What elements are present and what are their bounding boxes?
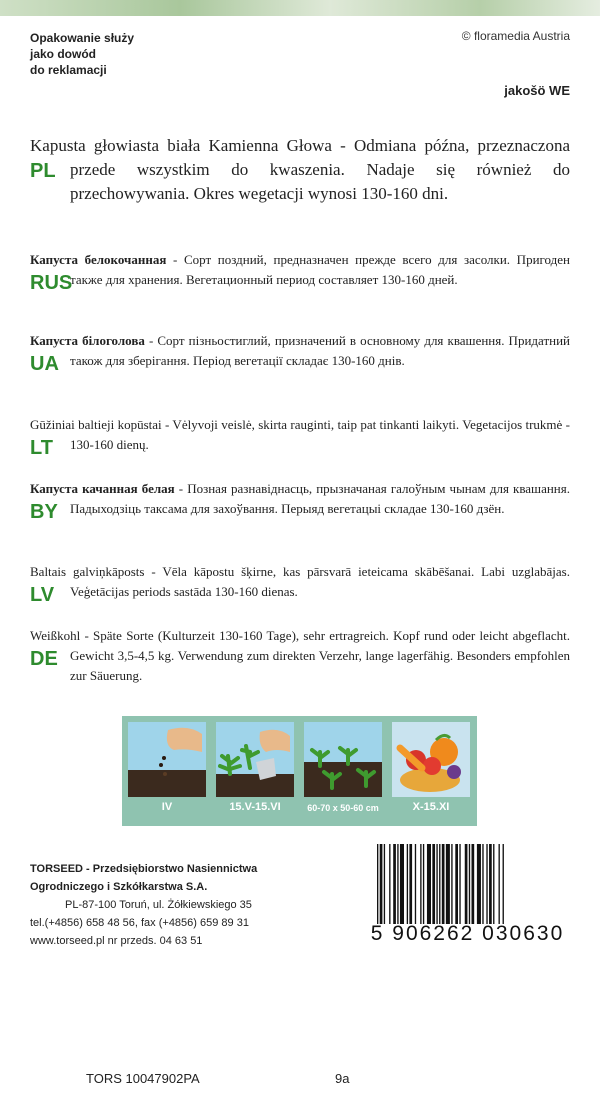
quality-mark: jakošö WE	[504, 83, 570, 98]
complaint-line: Opakowanie służy	[30, 31, 135, 45]
picto-label: 15.V-15.VI	[229, 801, 281, 813]
lang-code-de: DE	[30, 648, 58, 670]
company-address: PL-87-100 Toruń, ul. Żółkiewskiego 35	[65, 899, 252, 911]
lang-code-pl: PL	[30, 160, 56, 182]
cultivation-pictograms	[122, 716, 477, 826]
product-name: Капуста белокочанная	[30, 252, 167, 267]
description-text	[30, 626, 570, 686]
complaint-line: jako dowód	[30, 47, 96, 61]
description-text	[30, 331, 570, 371]
description-body: - Сорт поздний, предназначен прежде всего для засолки. Пригоден также для хранения. Вегетационный период составляет 130-160 дней.	[70, 252, 570, 287]
page-marker: 9a	[335, 1071, 350, 1086]
company-name-cont: Ogrodniczego i Szkółkarstwa S.A.	[30, 881, 208, 893]
product-name: Baltais galviņkāposts	[30, 564, 145, 579]
harvest-vegetables-icon	[392, 722, 470, 797]
barcode-number: 5 906262 030630	[370, 922, 565, 945]
picto-label: IV	[161, 801, 173, 813]
copyright-text: © floramedia Austria	[461, 29, 570, 43]
description-text	[30, 134, 570, 206]
lang-code-rus: RUS	[30, 272, 73, 294]
picto-label: 60-70 x 50-60 cm	[307, 803, 379, 813]
lang-code-ua: UA	[30, 353, 59, 375]
description-body: - Позная разнавіднасць, прызначаная галоўным чынам для квашання. Падыходзіць таксама для захоўвання. Перыяд вегетацыі складае 130-160 дзён.	[70, 481, 570, 516]
company-info	[30, 860, 257, 950]
company-phone: tel.(+4856) 658 48 56, fax (+4856) 659 89 31	[30, 917, 249, 929]
complaint-line: do reklamacji	[30, 63, 107, 77]
description-pl	[30, 134, 570, 206]
description-body: - Odmiana późna, przeznaczona przede wszystkim do kwaszenia. Nadaje się również do przechowywania. Okres wegetacji wynosi 130-160 dni.	[70, 136, 570, 203]
header-photo-strip	[0, 0, 600, 16]
product-name: Капуста качанная белая	[30, 481, 175, 496]
complaint-note	[30, 30, 134, 78]
description-body: - Сорт пізньостиглий, призначений в основному для квашення. Придатний також для зберігання. Період вегетації складає 130-160 днів.	[70, 333, 571, 368]
picto-label: X-15.XI	[412, 801, 450, 813]
product-name: Gūžiniai baltieji kopūstai	[30, 417, 162, 432]
sowing-hand-icon	[128, 722, 206, 797]
lang-code-lv: LV	[30, 584, 55, 606]
description-text	[30, 562, 570, 602]
product-name: Weißkohl	[30, 628, 81, 643]
description-text	[30, 415, 570, 455]
description-ua	[30, 331, 571, 375]
description-rus	[30, 250, 570, 294]
company-web: www.torseed.pl nr przeds. 04 63 51	[30, 935, 203, 947]
lang-code-by: BY	[30, 501, 58, 523]
description-body: - Späte Sorte (Kulturzeit 130-160 Tage), sehr ertragreich. Kopf rund oder leicht abgeflacht. Gewicht 3,5-4,5 kg. Verwendung zum direkten Verzehr, lange lagerfähig. Besonders empfohlen zur Säuerung.	[70, 628, 570, 683]
description-text	[30, 479, 570, 519]
plant-spacing-icon	[304, 722, 382, 797]
description-lt	[30, 415, 570, 459]
description-text	[30, 250, 570, 290]
company-name: TORSEED - Przedsiębiorstwo Nasiennictwa	[30, 863, 258, 875]
product-name: Капуста білоголова	[30, 333, 145, 348]
seedling-transplant-icon	[216, 722, 294, 797]
description-lv	[30, 562, 570, 606]
product-name: Kapusta głowiasta biała Kamienna Głowa	[30, 136, 332, 155]
description-by	[30, 479, 570, 523]
product-code: TORS 10047902PA	[86, 1071, 200, 1086]
description-body: - Vēla kāpostu šķirne, kas pārsvarā ieteicama skābēšanai. Labi uzglabājas. Veģetācijas periods sastāda 130-160 dienas.	[70, 564, 570, 599]
description-de	[30, 626, 570, 686]
description-body: - Vėlyvoji veislė, skirta rauginti, taip pat tinkanti laikyti. Vegetacijos trukmė - 130-160 dienų.	[70, 417, 570, 452]
barcode	[365, 844, 570, 954]
lang-code-lt: LT	[30, 437, 53, 459]
barcode-bars	[365, 844, 570, 924]
